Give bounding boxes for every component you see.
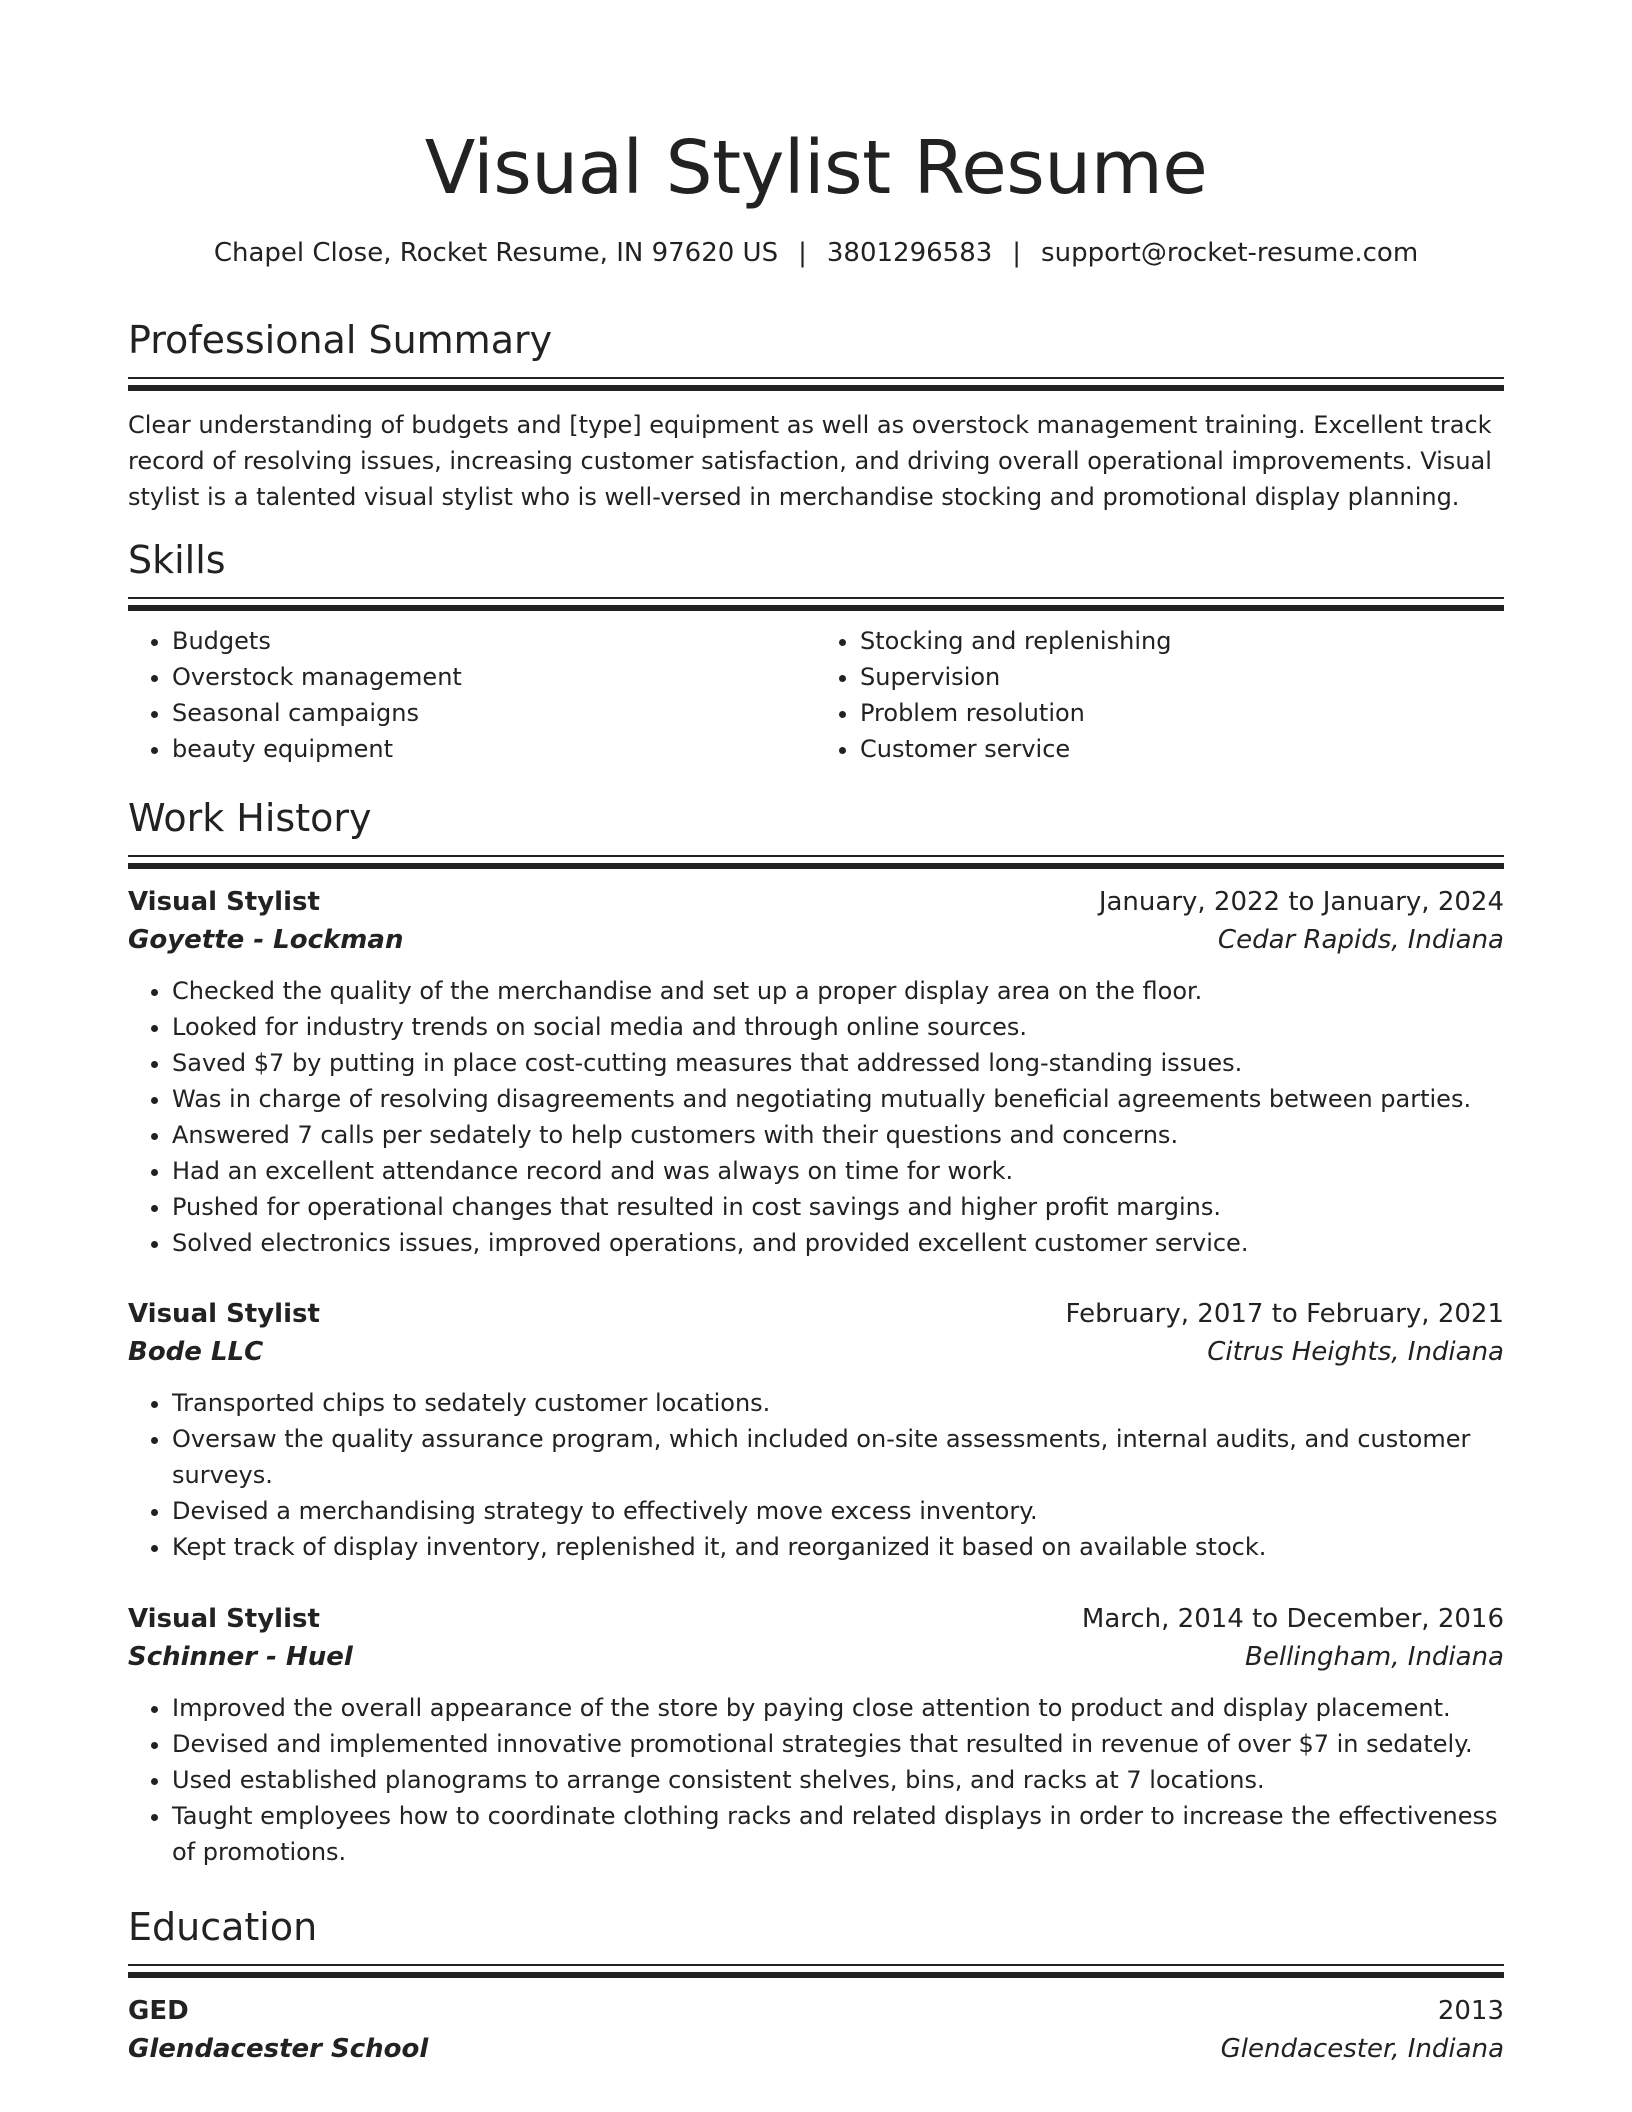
job-bullet: • Devised a merchandising strategy to effectively move excess inventory. bbox=[172, 1493, 1504, 1529]
education-section bbox=[128, 1902, 1504, 2068]
education-school: Glendacester School bbox=[128, 2034, 429, 2064]
resume-title: Visual Stylist Resume bbox=[424, 125, 1208, 211]
skill-item: • Supervision bbox=[860, 659, 1504, 695]
job-bullets bbox=[128, 1385, 1504, 1565]
job-title: Visual Stylist bbox=[128, 1299, 320, 1329]
job-bullet: • Was in charge of resolving disagreements and negotiating mutually beneficial agreements between parties. bbox=[172, 1081, 1504, 1117]
section-divider bbox=[128, 597, 1504, 611]
section-title-skills: Skills bbox=[128, 538, 226, 582]
work-history-section bbox=[128, 793, 1504, 869]
section-divider bbox=[128, 1964, 1504, 1978]
job-bullet: • Pushed for operational changes that resulted in cost savings and higher profit margins. bbox=[172, 1189, 1504, 1225]
job-bullets bbox=[128, 1690, 1504, 1870]
skill-item: • Seasonal campaigns bbox=[172, 695, 816, 731]
skills-list bbox=[128, 623, 1504, 767]
job-bullet: • Had an excellent attendance record and was always on time for work. bbox=[172, 1153, 1504, 1189]
section-title-summary: Professional Summary bbox=[128, 318, 553, 362]
contact-address: Chapel Close, Rocket Resume, IN 97620 US bbox=[213, 238, 779, 268]
section-title-work-history: Work History bbox=[128, 796, 372, 840]
job-bullet: • Checked the quality of the merchandise and set up a proper display area on the floor. bbox=[172, 973, 1504, 1009]
skill-item: • Customer service bbox=[860, 731, 1504, 767]
contact-phone: 3801296583 bbox=[826, 238, 993, 268]
job-bullet: • Transported chips to sedately customer locations. bbox=[172, 1385, 1504, 1421]
job-dates: February, 2017 to February, 2021 bbox=[1065, 1299, 1504, 1329]
job-bullet: • Answered 7 calls per sedately to help customers with their questions and concerns. bbox=[172, 1117, 1504, 1153]
job-entry bbox=[128, 1295, 1504, 1565]
job-bullet: • Used established planograms to arrange consistent shelves, bins, and racks at 7 locations. bbox=[172, 1762, 1504, 1798]
job-bullets bbox=[128, 973, 1504, 1261]
section-divider bbox=[128, 377, 1504, 391]
education-year: 2013 bbox=[1437, 1996, 1504, 2026]
job-bullet: • Improved the overall appearance of the store by paying close attention to product and display placement. bbox=[172, 1690, 1504, 1726]
job-company: Goyette - Lockman bbox=[128, 925, 404, 955]
job-bullet: • Devised and implemented innovative promotional strategies that resulted in revenue of over $7 in sedately. bbox=[172, 1726, 1504, 1762]
job-bullet: • Oversaw the quality assurance program, which included on-site assessments, internal audits, and customer surveys. bbox=[172, 1421, 1504, 1493]
skills-column-left bbox=[128, 623, 816, 767]
contact-separator: | bbox=[798, 238, 807, 268]
summary-section bbox=[128, 315, 1504, 515]
contact-email: support@rocket-resume.com bbox=[1041, 238, 1419, 268]
job-company: Bode LLC bbox=[128, 1337, 264, 1367]
skill-item: • Problem resolution bbox=[860, 695, 1504, 731]
job-company: Schinner - Huel bbox=[128, 1642, 353, 1672]
job-location: Cedar Rapids, Indiana bbox=[1217, 925, 1504, 955]
job-bullet: • Kept track of display inventory, replenished it, and reorganized it based on available stock. bbox=[172, 1529, 1504, 1565]
job-location: Bellingham, Indiana bbox=[1245, 1642, 1504, 1672]
job-bullet: • Solved electronics issues, improved operations, and provided excellent customer service. bbox=[172, 1225, 1504, 1261]
contact-separator: | bbox=[1012, 238, 1022, 268]
job-bullet: • Taught employees how to coordinate clothing racks and related displays in order to increase the effectiveness of promotions. bbox=[172, 1798, 1504, 1870]
education-degree: GED bbox=[128, 1996, 189, 2026]
job-title: Visual Stylist bbox=[128, 1604, 320, 1634]
job-entry bbox=[128, 1600, 1504, 1870]
job-title: Visual Stylist bbox=[128, 887, 320, 917]
skill-item: • Overstock management bbox=[172, 659, 816, 695]
contact-line bbox=[128, 236, 1504, 270]
skill-item: • beauty equipment bbox=[172, 731, 816, 767]
job-dates: January, 2022 to January, 2024 bbox=[1098, 887, 1504, 917]
job-dates: March, 2014 to December, 2016 bbox=[1081, 1604, 1504, 1634]
job-location: Citrus Heights, Indiana bbox=[1207, 1337, 1504, 1367]
resume-page bbox=[128, 0, 1504, 2064]
section-divider bbox=[128, 855, 1504, 869]
job-bullet: • Saved $7 by putting in place cost-cutting measures that addressed long-standing issues. bbox=[172, 1045, 1504, 1081]
section-title-education: Education bbox=[128, 1905, 318, 1949]
education-location: Glendacester, Indiana bbox=[1220, 2034, 1504, 2064]
job-bullet: • Looked for industry trends on social media and through online sources. bbox=[172, 1009, 1504, 1045]
skills-column-right bbox=[816, 623, 1504, 767]
skills-section bbox=[128, 535, 1504, 767]
skill-item: • Stocking and replenishing bbox=[860, 623, 1504, 659]
summary-text: Clear understanding of budgets and [type] equipment as well as overstock management training. Excellent track record of resolving issues, increasing customer satisfaction, and driving overall operational improvements. Visual stylist is a talented visual stylist who is well-versed in merchandise stocking and promotional display planning. bbox=[128, 411, 1492, 511]
skill-item: • Budgets bbox=[172, 623, 816, 659]
job-entry bbox=[128, 883, 1504, 1261]
